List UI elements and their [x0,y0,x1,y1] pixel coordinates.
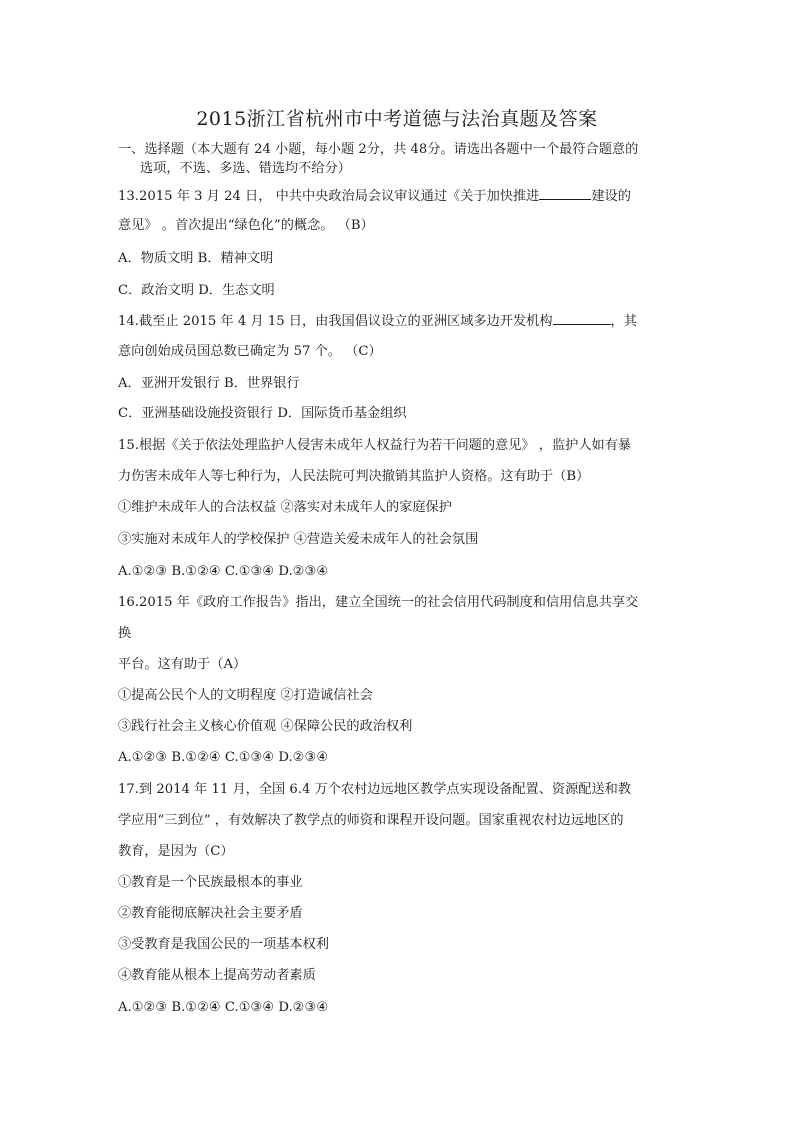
question-16-stem-line2: 换 [118,626,132,641]
question-17-statement-1: ①教育是一个民族最根本的事业 [118,875,303,890]
question-14-options-ab: A．亚洲开发银行 B．世界银行 [118,376,300,391]
question-15-stem: 15.根据《关于依法处理监护人侵害未成年人权益行为若干问题的意见》 ，监护人如有暴 [118,438,632,453]
question-17-stem-line2: 学应用“三到位” ，有效解决了教学点的师资和课程开设问题。国家重视农村边远地区的 [118,813,624,828]
question-16-options: A.①②③ B.①②④ C.①③④ D.②③④ [118,750,329,765]
question-17-stem-line3: 教育，是因为（C） [118,844,234,859]
page-title: 2015浙江省杭州市中考道德与法治真题及答案 [196,108,598,130]
question-16-statements-34: ③践行社会主义核心价值观 ④保障公民的政治权利 [118,719,413,734]
question-15-statements-34: ③实施对未成年人的学校保护 ④营造关爱未成年人的社会氛围 [118,532,479,547]
answer-blank [553,312,611,325]
question-16-statements-12: ①提高公民个人的文明程度 ②打造诚信社会 [118,688,373,703]
question-13-stem-line2: 意见》 。首次提出“绿色化”的概念。 （B） [118,218,374,233]
question-17-statement-2: ②教育能彻底解决社会主要矛盾 [118,906,303,921]
section-heading-continued: 选项，不选、多选、错选均不给分） [140,161,351,176]
question-15-stem-line2: 力伤害未成年人等七种行为，人民法院可判决撤销其监护人资格。这有助于（B） [118,469,590,484]
question-13-options-cd: C．政治文明 D．生态文明 [118,283,275,298]
question-17-stem: 17.到 2014 年 11 月，全国 6.4 万个农村边远地区教学点实现设备配置、资源配送和教 [118,782,632,797]
question-14-options-cd: C．亚洲基础设施投资银行 D．国际货币基金组织 [118,406,407,421]
question-13-options-ab: A．物质文明 B．精神文明 [118,251,274,266]
question-14-stem [118,312,678,331]
question-16-stem: 16.2015 年《政府工作报告》指出，建立全国统一的社会信用代码制度和信用信息共享交 [118,595,639,610]
question-15-statements-12: ①维护未成年人的合法权益 ②落实对未成年人的家庭保护 [118,500,452,515]
question-16-stem-line3: 平台。这有助于（A） [118,657,247,672]
question-17-statement-3: ③受教育是我国公民的一项基本权利 [118,937,329,952]
question-14-text-end: ，其 [610,314,637,329]
answer-blank [539,187,591,200]
question-17-options: A.①②③ B.①②④ C.①③④ D.②③④ [118,1000,329,1015]
question-14-text: 14.截至止 2015 年 4 月 15 日，由我国倡议设立的亚洲区域多边开发机构 [118,314,553,329]
question-13-text-end: 建设的 [591,189,631,204]
question-14-stem-line2: 意向创始成员国总数已确定为 57 个。 （C） [118,344,382,359]
section-heading: 一、选择题（本大题有 24 小题，每小题 2分，共 48分。请选出各题中一个最符合题意的 [118,142,639,157]
question-13-stem [118,187,678,206]
question-15-options: A.①②③ B.①②④ C.①③④ D.②③④ [118,564,329,579]
question-17-statement-4: ④教育能从根本上提高劳动者素质 [118,968,316,983]
question-13-text: 13.2015 年 3 月 24 日， 中共中央政治局会议审议通过《关于加快推进 [118,189,540,204]
